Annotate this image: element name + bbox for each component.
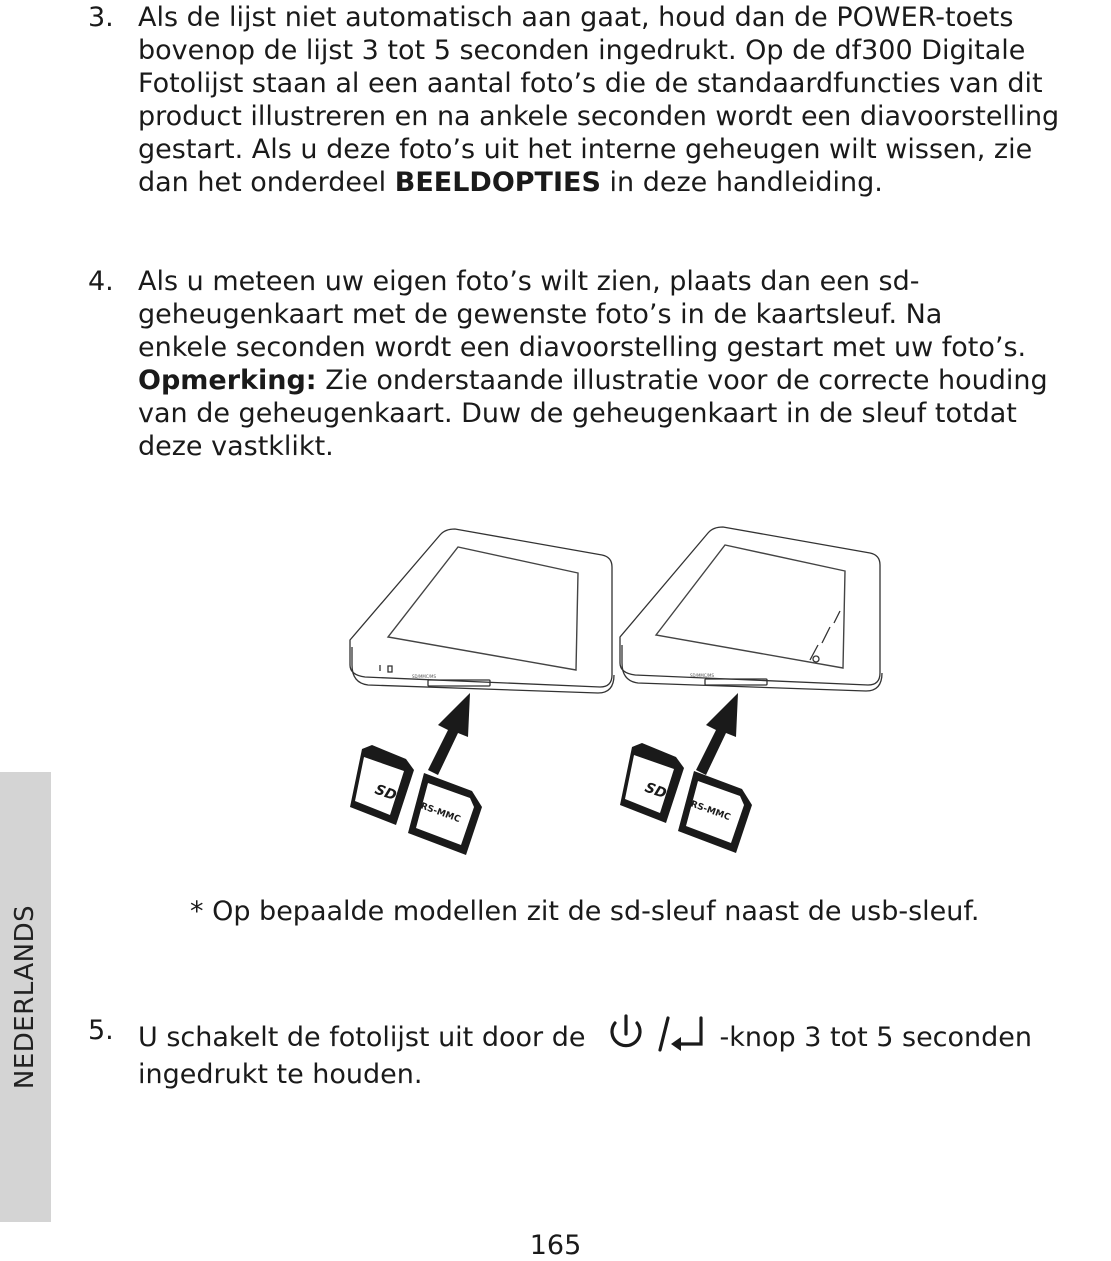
insert-arrow-left-icon [428,693,470,775]
step-number: 3. [88,2,114,33]
sd-card-label: SD [372,781,399,805]
sd-card-label: SD [642,779,669,803]
sd-card-left-icon [350,745,414,825]
step-text-line: product illustreren en na ankele seconden wordt een diavoorstelling [138,101,1060,132]
page-number: 165 [529,1230,582,1261]
svg-text:SD/MMC/MS: SD/MMC/MS [690,673,714,678]
step-text-line: Als de lijst niet automatisch aan gaat, houd dan de POWER-toets [138,2,1014,33]
text-segment: dan het onderdeel [138,167,395,198]
instruction-step-3 [88,1,1111,199]
footnote: * Op bepaalde modellen zit de sd-sleuf naast de usb-sleuf. [190,896,980,927]
step-text-line [88,364,1111,397]
insert-arrow-right-icon [696,693,738,775]
step-text-line: ingedrukt te houden. [138,1059,423,1090]
step-text-line: Fotolijst staan al een aantal foto’s die de standaardfuncties van dit [138,68,1043,99]
step-text-line: van de geheugenkaart. Duw de geheugenkaart in de sleuf totdat [138,398,1017,429]
power-enter-icon [605,1014,713,1052]
card-insertion-illustration [340,525,900,855]
photo-frame-right-illustration [620,527,882,691]
instruction-step-5 [88,1014,1111,1091]
step-text-line: geheugenkaart met de gewenste foto’s in de kaartsleuf. Na [138,299,943,330]
step-text-line: bovenop de lijst 3 tot 5 seconden ingedrukt. Op de df300 Digitale [138,35,1026,66]
mmc-card-left-icon [408,773,482,855]
instruction-step-4 [88,265,1111,463]
text-segment: Zie onderstaande illustratie voor de correcte houding [316,365,1048,396]
step-text-line: Als u meteen uw eigen foto’s wilt zien, plaats dan een sd- [138,266,920,297]
beeldopties-reference: BEELDOPTIES [394,167,601,198]
language-label: NEDERLANDS [10,904,40,1090]
step-text-line: enkele seconden wordt een diavoorstelling gestart met uw foto’s. [138,332,1027,363]
step-text-line: deze vastklikt. [138,431,334,462]
step-text-line [88,166,1111,199]
mmc-card-label: RS-MMC [688,799,732,824]
note-label: Opmerking: [138,365,317,396]
text-segment: in deze handleiding. [600,167,883,198]
mmc-card-label: RS-MMC [418,801,462,826]
mmc-card-right-icon [678,771,752,853]
step-text-line: gestart. Als u deze foto’s uit het interne geheugen wilt wissen, zie [138,134,1033,165]
photo-frame-left-illustration [350,529,614,693]
text-segment: -knop 3 tot 5 seconden [719,1022,1033,1053]
sd-card-right-icon [620,743,684,823]
text-segment: U schakelt de fotolijst uit door de [138,1022,586,1053]
step-number: 4. [88,266,114,297]
svg-text:SD/MMC/MS: SD/MMC/MS [412,674,436,679]
step-number: 5. [88,1015,114,1046]
step-text-line [88,1014,1111,1054]
